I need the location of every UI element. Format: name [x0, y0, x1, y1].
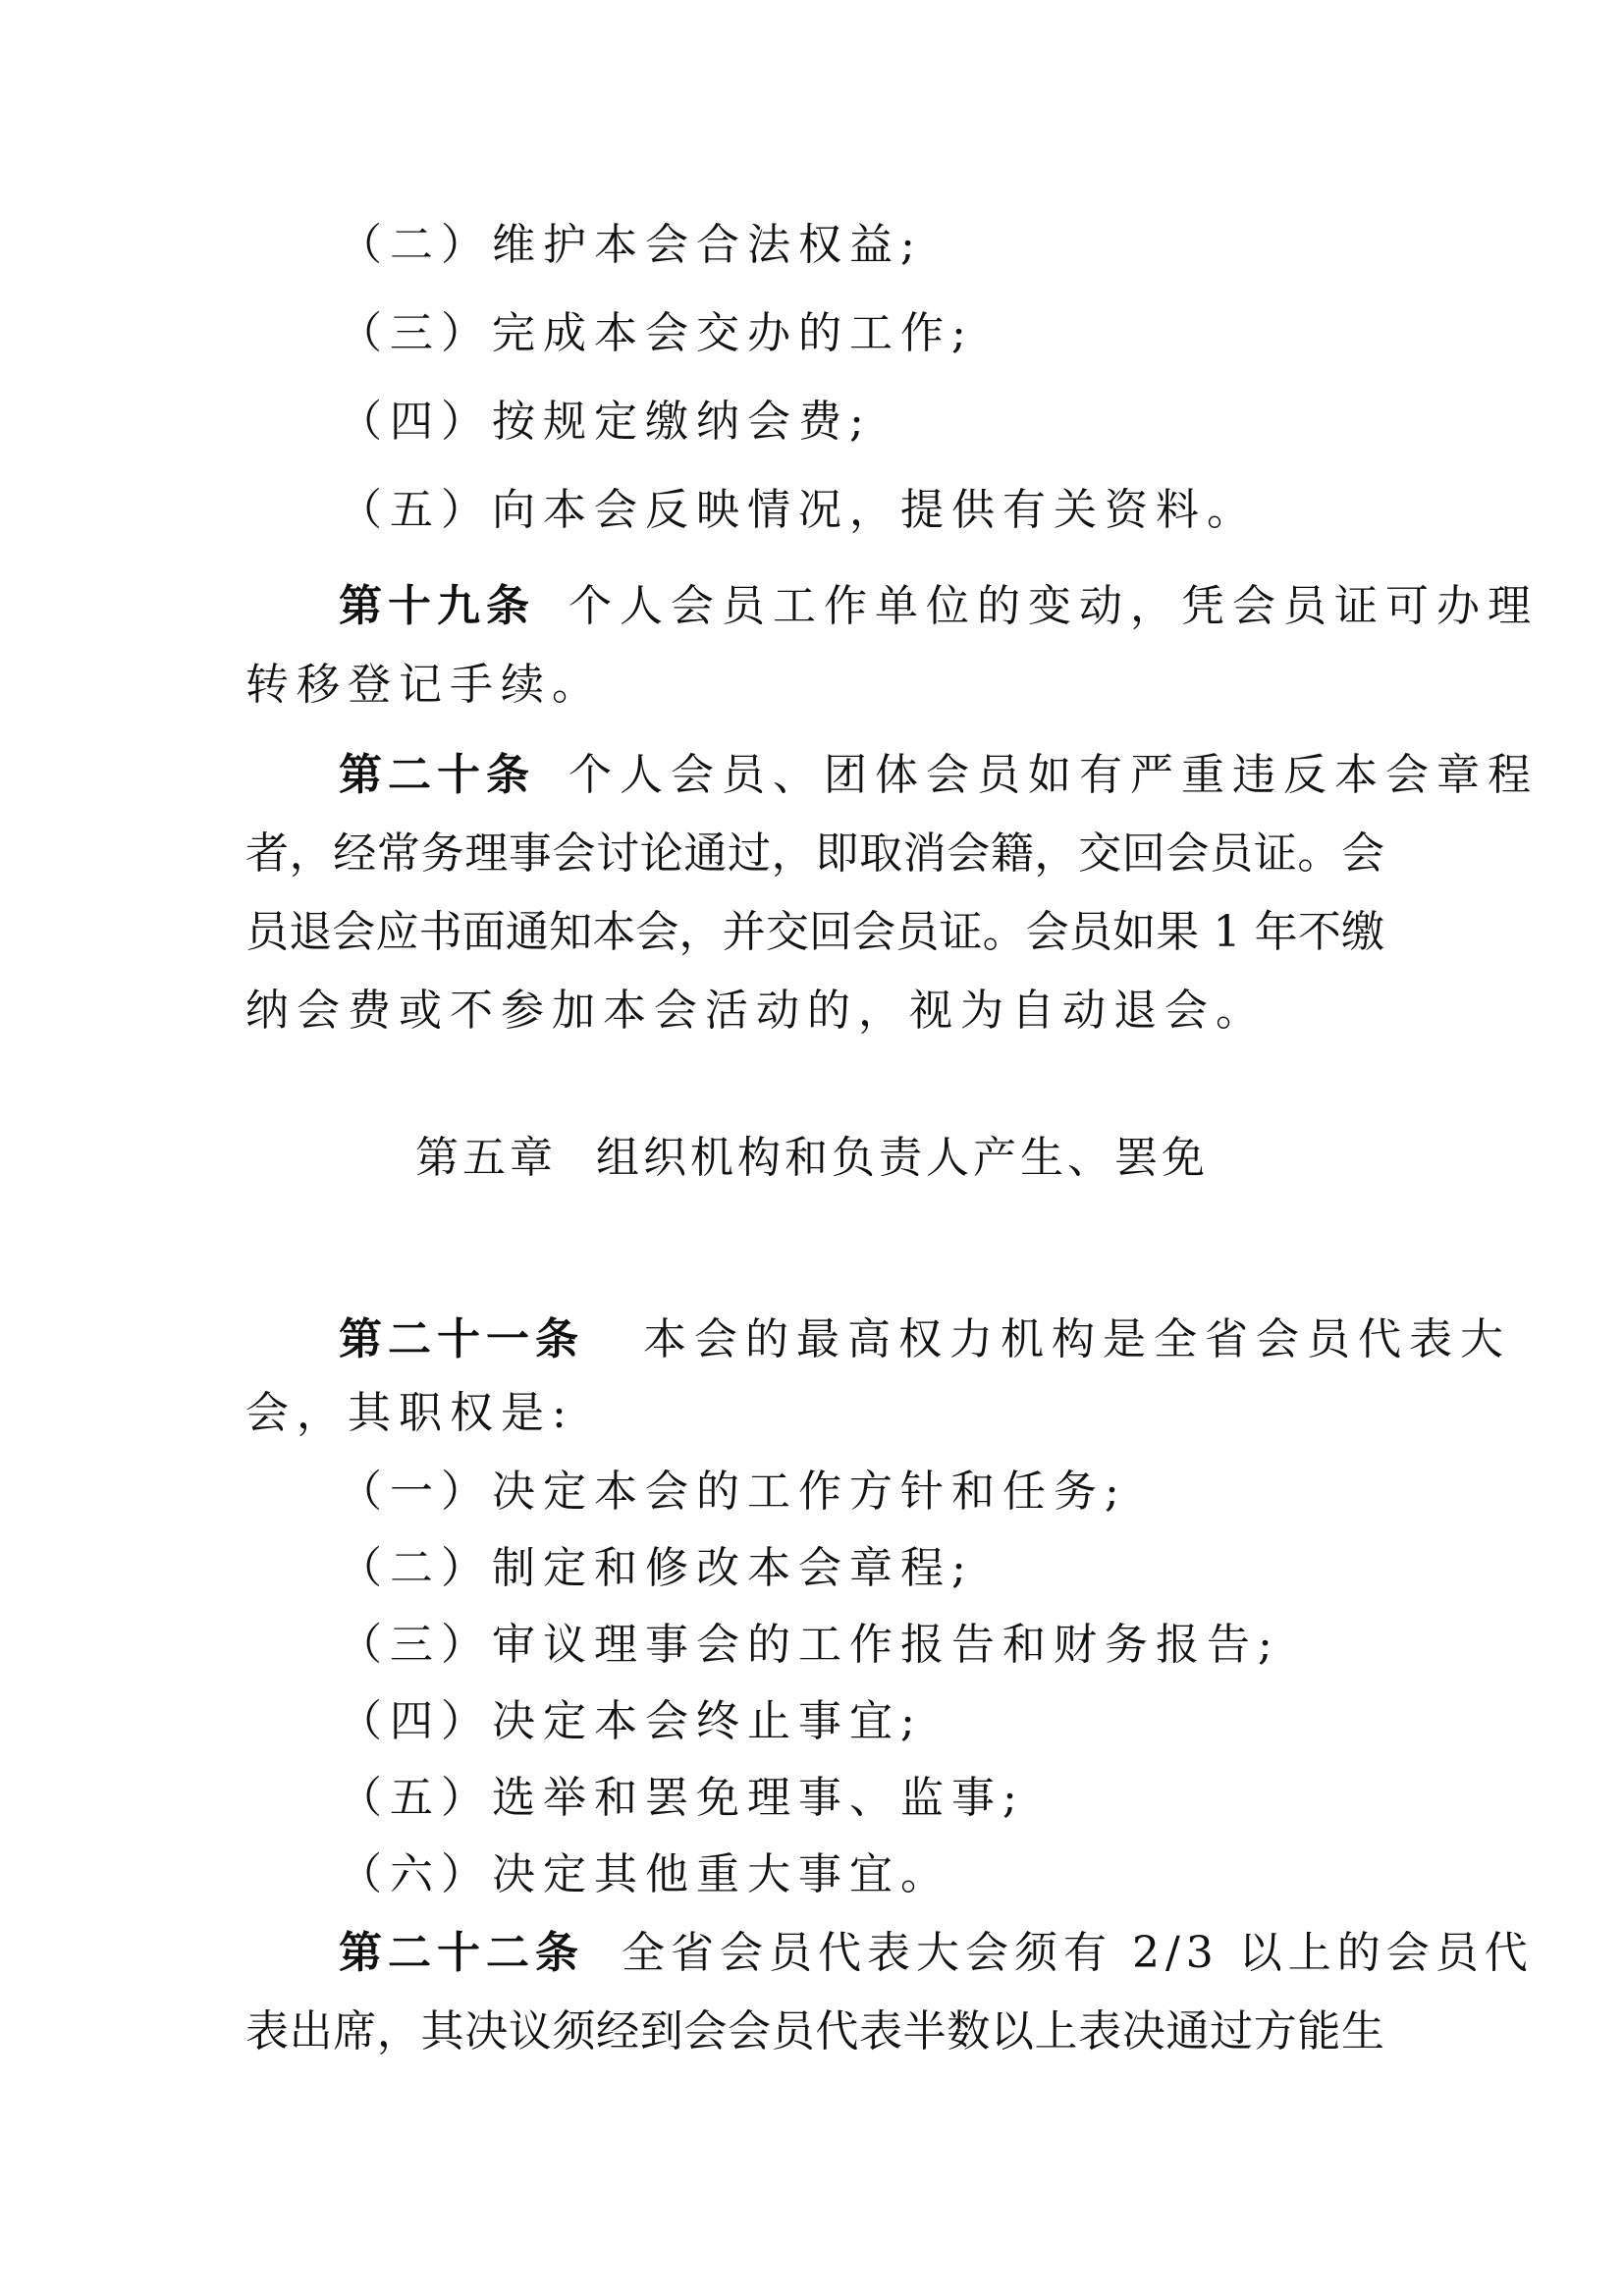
article-title: 第二十一条 — [339, 1314, 584, 1364]
list-item: （六）决定其他重大事宜。 — [339, 1849, 951, 1899]
article-text: 表出席，其决议须经到会会员代表半数以上表决通过方能生 — [245, 2006, 1384, 2056]
list-item: （三）审议理事会的工作报告和财务报告; — [339, 1620, 1280, 1670]
list-item: （四）决定本会终止事宜; — [339, 1696, 923, 1746]
article-text: 员退会应书面通知本会，并交回会员证。会员如果 1 年不缴 — [245, 907, 1384, 957]
article-20-paragraph — [339, 746, 1539, 805]
list-item: （四）按规定缴纳会费; — [339, 397, 872, 447]
chapter-heading — [0, 1129, 1624, 1188]
article-text: 者，经常务理事会讨论通过，即取消会籍，交回会员证。会 — [245, 828, 1384, 879]
list-item: （二）维护本会合法权益; — [339, 220, 923, 270]
article-title: 第二十条 — [339, 750, 535, 800]
article-text: 本会的最高权力机构是全省会员代表大 — [643, 1314, 1511, 1364]
article-text: 会，其职权是: — [245, 1388, 574, 1438]
list-item: （五）选举和罢免理事、监事; — [339, 1773, 1025, 1823]
chapter-title: 组织机构和负责人产生、罢免 — [596, 1133, 1209, 1183]
article-text: 个人会员、团体会员如有严重违反本会章程 — [568, 750, 1539, 800]
list-item: （五）向本会反映情况，提供有关资料。 — [339, 485, 1258, 535]
article-text: 纳会费或不参加本会活动的，视为自动退会。 — [245, 986, 1267, 1036]
list-item: （二）制定和修改本会章程; — [339, 1543, 974, 1593]
article-title: 第二十二条 — [339, 1928, 584, 1978]
article-text: 个人会员工作单位的变动，凭会员证可办理 — [568, 581, 1539, 631]
article-text: 全省会员代表大会须有 2/3 以上的会员代 — [622, 1928, 1534, 1978]
article-21-paragraph — [339, 1310, 1511, 1369]
article-text: 转移登记手续。 — [245, 660, 603, 710]
list-item: （三）完成本会交办的工作; — [339, 308, 974, 358]
article-title: 第十九条 — [339, 581, 535, 631]
article-22-paragraph — [339, 1924, 1534, 1983]
chapter-number: 第五章 — [415, 1133, 557, 1183]
list-item: （一）决定本会的工作方针和任务; — [339, 1467, 1127, 1517]
article-19-paragraph — [339, 577, 1539, 636]
